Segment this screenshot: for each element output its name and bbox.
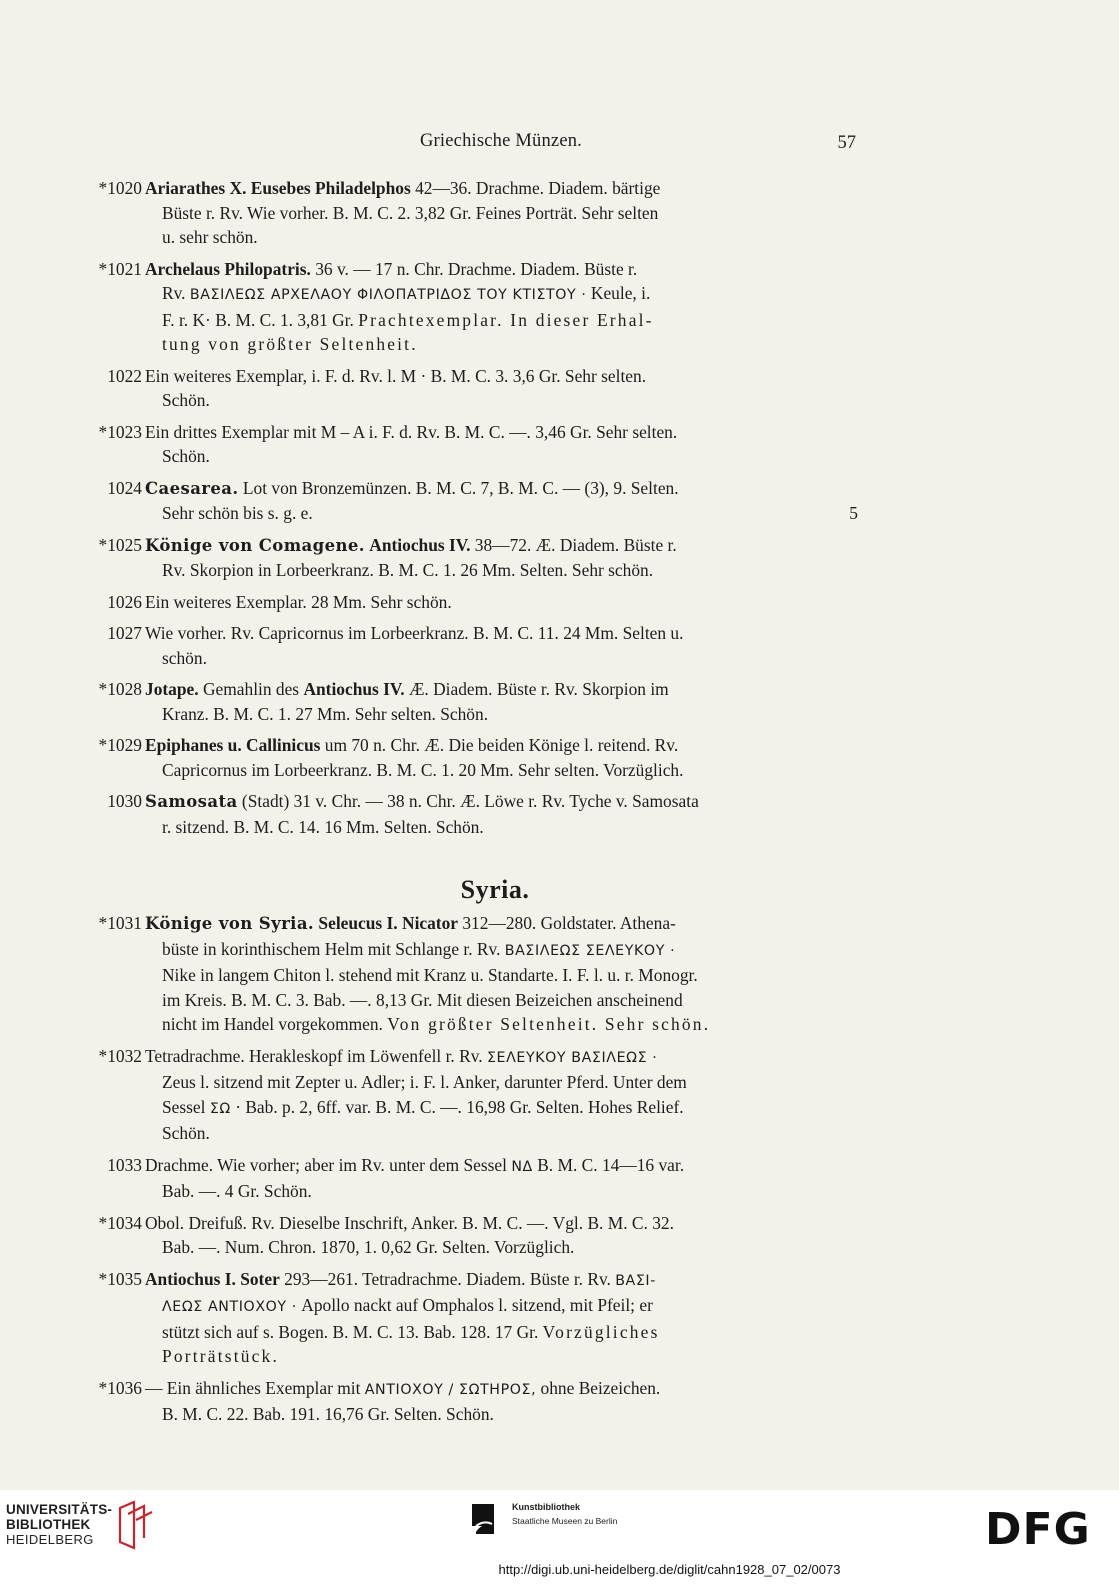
entry-line <box>145 476 858 502</box>
entry-line <box>145 558 858 583</box>
ub-line-3: HEIDELBERG <box>6 1532 94 1547</box>
kunstbibliothek-emblem-icon <box>472 1504 502 1534</box>
entry-number: *1023 <box>98 421 142 442</box>
entry-text: ΒΑΣΙΛΕΩΣ ΑΡΧΕΛΑΟΥ ΦΙΛΟΠΑΤΡΙΔΟΣ ΤΟΥ ΚΤΙΣΤΟΥ · <box>189 287 587 303</box>
entry-text: Büste r. Rv. Wie vorher. B. M. C. 2. 3,82 Gr. Feines Porträt. Sehr selten <box>162 202 659 223</box>
entry-line <box>145 1267 858 1294</box>
entry-line <box>145 257 858 282</box>
entry-line <box>145 388 858 413</box>
entry-number: *1036 <box>98 1377 142 1398</box>
entry-text: Ein weiteres Exemplar, i. F. d. Rv. l. M · B. M. C. 3. 3,6 Gr. Sehr selten. <box>145 365 647 386</box>
ub-heidelberg-emblem-icon <box>114 1498 156 1557</box>
entry-text: 38—72. Æ. Diadem. Büste r. <box>470 534 677 555</box>
entry-line <box>145 677 858 702</box>
entry-text: Obol. Dreifuß. Rv. Dieselbe Inschrift, Anker. B. M. C. —. Vgl. B. M. C. 32. <box>145 1212 674 1233</box>
entry-text: Epiphanes u. Callinicus <box>145 735 321 755</box>
entry-text: Rv. Skorpion in Lorbeerkranz. B. M. C. 1. 26 Mm. Selten. Sehr schön. <box>162 560 654 580</box>
entry-number: *1021 <box>98 258 142 279</box>
entry-number: *1028 <box>98 679 142 699</box>
entry-line <box>145 1012 858 1037</box>
entry-text: Schön. <box>162 446 210 466</box>
entry-text: ΛΕΩΣ ΑΝΤΙΟΧΟΥ · <box>162 1299 297 1315</box>
catalogue-entry <box>82 1211 858 1260</box>
entry-line <box>145 1320 858 1345</box>
entry-text: Samosata <box>145 792 238 811</box>
entry-text: Antiochus IV. <box>303 679 405 699</box>
entry-line <box>145 1153 858 1180</box>
entry-text: Capricornus im Lorbeerkranz. B. M. C. 1. 20 Mm. Sehr selten. Vorzüglich. <box>162 759 684 780</box>
kb-line-2: Staatliche Museen zu Berlin <box>512 1516 618 1526</box>
entry-line <box>145 733 858 758</box>
page-number: 57 <box>837 133 856 153</box>
entry-line <box>145 988 858 1013</box>
entry-number: *1035 <box>98 1268 142 1289</box>
entry-number: *1034 <box>98 1212 142 1233</box>
section-title: Syria. <box>460 875 530 904</box>
entry-line <box>145 789 858 815</box>
entry-number: *1029 <box>98 735 142 755</box>
entry-text: Bab. —. 4 Gr. Schön. <box>162 1181 312 1201</box>
entry-line <box>145 815 858 840</box>
entry-number: 1024 <box>107 477 142 498</box>
entry-text: Antiochus IV. <box>369 534 471 555</box>
entry-number: *1020 <box>98 178 142 198</box>
entry-text: Bab. —. Num. Chron. 1870, 1. 0,62 Gr. Selten. Vorzüglich. <box>162 1237 575 1257</box>
entry-text: Lot von Bronzemünzen. B. M. C. 7, B. M. C. — (3), 9. Selten. <box>238 477 679 498</box>
entry-text: Prachtexemplar. In dieser Erhal- <box>358 309 654 330</box>
entry-line <box>145 937 858 964</box>
entry-text: Sessel <box>162 1096 210 1117</box>
entry-line <box>145 1121 858 1146</box>
entry-text: Rv. <box>162 283 190 303</box>
catalogue-entry <box>82 1153 858 1204</box>
entry-text: 42—36. Drachme. Diadem. bärtige <box>410 178 661 198</box>
entry-text: Schön. <box>162 390 210 410</box>
catalogue-entry <box>82 476 858 526</box>
entry-text: Ariarathes X. Eusebes Philadelphos <box>145 178 411 198</box>
catalogue-entry <box>82 621 858 670</box>
entry-text: um 70 n. Chr. Æ. Die beiden Könige l. reitend. Rv. <box>320 735 679 755</box>
entry-number: *1032 <box>98 1045 142 1066</box>
ub-line-2: BIBLIOTHEK <box>6 1517 91 1532</box>
entry-text: Antiochus I. Soter <box>145 1268 280 1289</box>
entry-text: (Stadt) 31 v. Chr. — 38 n. Chr. Æ. Löwe r. Rv. Tyche v. Samosata <box>237 791 699 811</box>
entry-text: Apollo nackt auf Omphalos l. sitzend, mit Pfeil; er <box>296 1295 653 1315</box>
entry-text: ΝΔ <box>511 1158 533 1175</box>
entry-text: Keule, i. <box>586 283 651 303</box>
entry-text: Archelaus Philopatris. <box>145 258 311 279</box>
entry-number: *1031 <box>98 913 142 933</box>
entry-text: ohne Beizeichen. <box>536 1377 661 1398</box>
entry-text: Æ. Diadem. Büste r. Rv. Skorpion im <box>404 679 669 699</box>
ub-heidelberg-logo-text[interactable] <box>6 1502 112 1547</box>
entry-text: nicht im Handel vorgekommen. <box>162 1014 388 1034</box>
entry-text: ΣΕΛΕΥΚΟΥ ΒΑΣΙΛΕΩΣ · <box>486 1049 658 1066</box>
entry-line <box>145 1376 858 1403</box>
entry-text: Könige von Syria. <box>145 914 315 933</box>
entry-line <box>145 646 858 671</box>
entry-text: büste in korinthischem Helm mit Schlange r. Rv. <box>162 938 505 959</box>
entries-group-a <box>82 176 858 839</box>
entry-text: Schön. <box>162 1123 210 1143</box>
entry-text: — Ein ähnliches Exemplar mit <box>145 1377 365 1398</box>
entry-line <box>145 444 858 469</box>
entry-text: Tetradrachme. Herakleskopf im Löwenfell r. Rv. <box>145 1045 487 1066</box>
entry-text: Drachme. Wie vorher; aber im Rv. unter dem Sessel <box>145 1154 512 1175</box>
entry-text: 312—280. Goldstater. Athena- <box>458 913 676 933</box>
entry-text: u. sehr schön. <box>162 227 258 247</box>
kb-line-1: Kunstbibliothek <box>512 1502 580 1512</box>
entry-text: ΒΑΣΙ- <box>615 1272 656 1289</box>
entry-line <box>145 758 858 783</box>
entry-text: schön. <box>162 647 207 668</box>
entry-text: ΣΩ <box>209 1100 231 1117</box>
entry-text: Vorzügliches <box>542 1321 660 1342</box>
entry-text: Könige von Comagene. <box>145 535 365 555</box>
entry-line <box>145 308 858 333</box>
running-title: Griechische Münzen. <box>419 131 583 151</box>
entry-line <box>145 621 858 646</box>
entry-text: Wie vorher. Rv. Capricornus im Lorbeerkranz. B. M. C. 11. 24 Mm. Selten u. <box>145 623 684 643</box>
catalogue-entry <box>82 257 858 357</box>
entry-line <box>145 1293 858 1320</box>
catalogue-entry <box>82 1267 858 1369</box>
entry-number: 1026 <box>107 591 142 612</box>
entry-number: 1030 <box>107 791 142 811</box>
catalogue-entry <box>82 1044 858 1146</box>
entry-line <box>145 1344 858 1369</box>
entry-line <box>145 1179 858 1204</box>
entry-text: stützt sich auf s. Bogen. B. M. C. 13. Bab. 128. 17 Gr. <box>162 1321 543 1342</box>
entry-line <box>145 420 858 445</box>
entry-text: ΒΑΣΙΛΕΩΣ ΣΕΛΕΥΚΟΥ · <box>504 942 676 959</box>
entry-number: 1022 <box>107 365 142 386</box>
catalogue-entry <box>82 364 858 413</box>
catalogue-entry <box>82 911 858 1037</box>
entry-line <box>145 590 858 615</box>
entry-text: im Kreis. B. M. C. 3. Bab. —. 8,13 Gr. Mit diesen Beizeichen anscheinend <box>162 989 683 1010</box>
entry-text: B. M. C. 22. Bab. 191. 16,76 Gr. Selten. Schön. <box>162 1404 494 1424</box>
entry-text: Nike in langem Chiton l. stehend mit Kranz u. Standarte. I. F. l. u. r. Monogr. <box>162 965 698 985</box>
catalogue-entry <box>82 789 858 839</box>
entry-number: *1025 <box>98 534 142 555</box>
entry-text: Porträtstück. <box>162 1346 279 1366</box>
entry-line <box>145 176 858 201</box>
catalogue-entries <box>82 176 858 1434</box>
entry-line <box>145 501 858 526</box>
entry-line <box>145 281 858 308</box>
catalogue-entry <box>82 677 858 726</box>
footer-bar <box>0 1490 1119 1584</box>
catalogue-entry <box>82 533 858 583</box>
entry-text: ΑΝΤΙΟΧΟΥ / ΣΩΤΗΡΟΣ, <box>364 1381 537 1398</box>
entry-line <box>145 963 858 988</box>
page-header <box>144 131 858 157</box>
catalogue-entry <box>82 733 858 782</box>
catalogue-entry <box>82 1376 858 1427</box>
catalogue-entry <box>82 420 858 469</box>
entry-number: 1033 <box>107 1154 142 1175</box>
catalogue-entry <box>82 176 858 250</box>
entry-text: · Bab. p. 2, 6ff. var. B. M. C. —. 16,98 Gr. Selten. Hohes Relief. <box>230 1096 684 1117</box>
entry-line <box>145 911 858 937</box>
entry-text: Von größter Seltenheit. Sehr schön. <box>387 1014 711 1034</box>
entry-text: 293—261. Tetradrachme. Diadem. Büste r. Rv. <box>279 1268 616 1289</box>
ub-line-1: UNIVERSITÄTS- <box>6 1502 113 1517</box>
entry-line <box>145 201 858 226</box>
entry-line <box>145 1402 858 1427</box>
entry-line <box>145 1235 858 1260</box>
entries-group-b <box>82 911 858 1427</box>
entry-line <box>145 702 858 727</box>
entry-text: Ein weiteres Exemplar. 28 Mm. Sehr schön. <box>145 591 452 612</box>
entry-price: 5 <box>849 503 858 523</box>
entry-text: Ein drittes Exemplar mit M – A i. F. d. Rv. B. M. C. —. 3,46 Gr. Sehr selten. <box>145 421 678 442</box>
permalink-url[interactable]: http://digi.ub.uni-heidelberg.de/diglit/cahn1928_07_02/0073 <box>498 1562 841 1577</box>
entry-text: Kranz. B. M. C. 1. 27 Mm. Sehr selten. Schön. <box>162 703 489 724</box>
entry-text: Sehr schön bis s. g. e. <box>162 503 313 523</box>
entry-text: Gemahlin des <box>198 679 304 699</box>
entry-text: Caesarea. <box>145 478 239 498</box>
entry-line <box>145 332 858 357</box>
entry-text: 36 v. — 17 n. Chr. Drachme. Diadem. Büste r. <box>310 258 638 279</box>
entry-text: tung von größter Seltenheit. <box>162 334 418 354</box>
entry-line <box>145 364 858 389</box>
entry-line <box>145 1095 858 1122</box>
entry-line <box>145 1070 858 1095</box>
entry-text: Jotape. <box>145 679 199 699</box>
entry-number: 1027 <box>107 623 142 643</box>
catalogue-entry <box>82 590 858 615</box>
entry-line <box>145 1044 858 1071</box>
entry-line <box>145 1211 858 1236</box>
entry-text: Seleucus I. Nicator <box>318 913 459 933</box>
entry-text: r. sitzend. B. M. C. 14. 16 Mm. Selten. Schön. <box>162 816 484 837</box>
entry-text: B. M. C. 14—16 var. <box>532 1154 685 1175</box>
entry-line <box>145 533 858 559</box>
entry-line <box>145 225 858 250</box>
entry-text: F. r. K· B. M. C. 1. 3,81 Gr. <box>162 309 359 330</box>
entry-text: Zeus l. sitzend mit Zepter u. Adler; i. F. l. Anker, darunter Pferd. Unter dem <box>162 1072 687 1092</box>
dfg-logo[interactable]: DFG <box>985 1504 1091 1555</box>
